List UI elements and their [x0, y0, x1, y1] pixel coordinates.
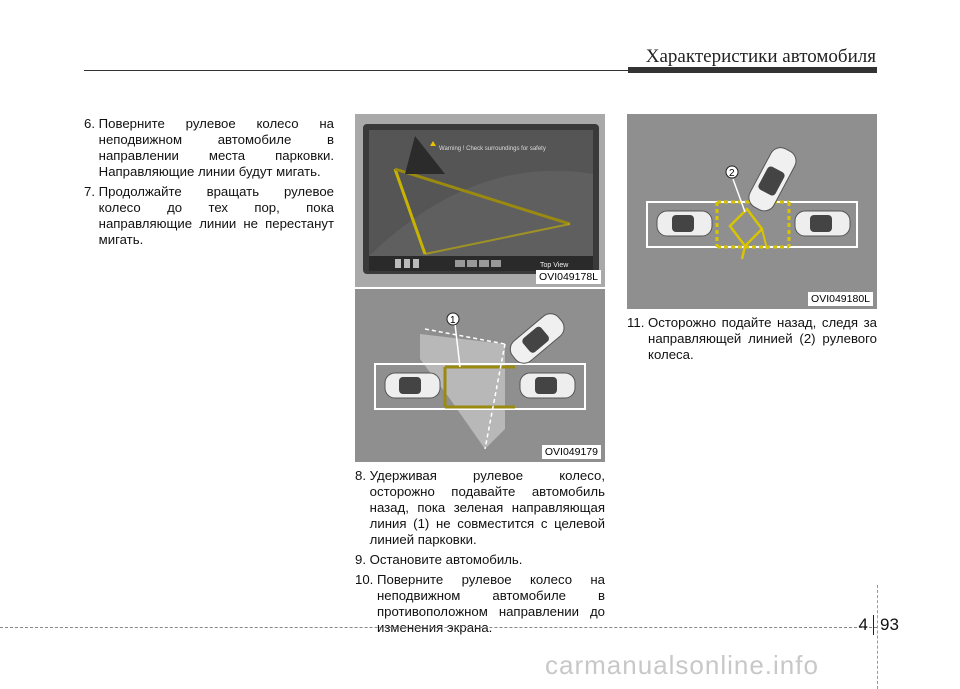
step-number: 10. [355, 572, 377, 587]
callout-1: 1 [450, 315, 456, 326]
step-9 [355, 552, 605, 568]
step-text: Осторожно подайте назад, следя за направляющей линией (2) рулевого колеса. [648, 315, 877, 362]
figure-label: OVI049180L [808, 292, 873, 306]
page-number: 93 [880, 615, 899, 634]
header-rule [84, 70, 629, 71]
step-number: 9. [355, 552, 370, 567]
footer-rule [0, 627, 877, 629]
column-2 [355, 468, 605, 640]
crop-mark [877, 585, 879, 689]
step-number: 11. [627, 315, 649, 330]
header-rule-accent [628, 67, 877, 73]
step-number: 8. [355, 468, 370, 483]
parking-diagram-2 [627, 114, 877, 309]
parking-diagram-1 [355, 289, 605, 462]
camera-screen-illustration [355, 114, 605, 287]
chapter-number: 4 [858, 615, 868, 634]
step-11 [627, 315, 877, 363]
figure-camera-screen [355, 114, 605, 287]
parked-car-left [385, 373, 440, 398]
watermark: carmanualsonline.info [545, 650, 819, 680]
top-view-button[interactable]: Top View [540, 262, 569, 269]
parked-car-right [520, 373, 575, 398]
parked-car-right [795, 211, 850, 236]
step-6 [84, 116, 334, 180]
column-3 [627, 315, 877, 367]
header-title: Характеристики автомобиля [645, 46, 876, 67]
callout-2: 2 [729, 168, 735, 179]
parked-car-left [657, 211, 712, 236]
step-number: 7. [84, 184, 99, 199]
step-7 [84, 184, 334, 248]
step-text: Удерживая рулевое колесо, осторожно подавайте автомобиль назад, пока зеленая направляющая линия (1) не совместится с целевой линией парковки. [369, 468, 605, 547]
figure-parking-guide-1 [355, 289, 605, 462]
step-text: Остановите автомобиль. [369, 552, 523, 567]
figure-label: OVI049178L [536, 270, 601, 284]
figure-label: OVI049179 [542, 445, 601, 459]
step-8 [355, 468, 605, 548]
warning-text: Warning ! Check surroundings for safety [439, 146, 546, 152]
step-number: 6. [84, 116, 99, 131]
footer-divider [873, 615, 874, 635]
step-text: Поверните рулевое колесо на неподвижном автомобиле в противоположном направлении до изменения экрана. [377, 572, 605, 635]
figure-parking-guide-2 [627, 114, 877, 309]
column-1 [84, 116, 334, 252]
step-text: Поверните рулевое колесо на неподвижном автомобиле в направлении места парковки. Направляющие линии будут мигать. [98, 116, 334, 179]
step-text: Продолжайте вращать рулевое колесо до тех пор, пока направляющие линии не перестанут мигать. [98, 184, 334, 247]
